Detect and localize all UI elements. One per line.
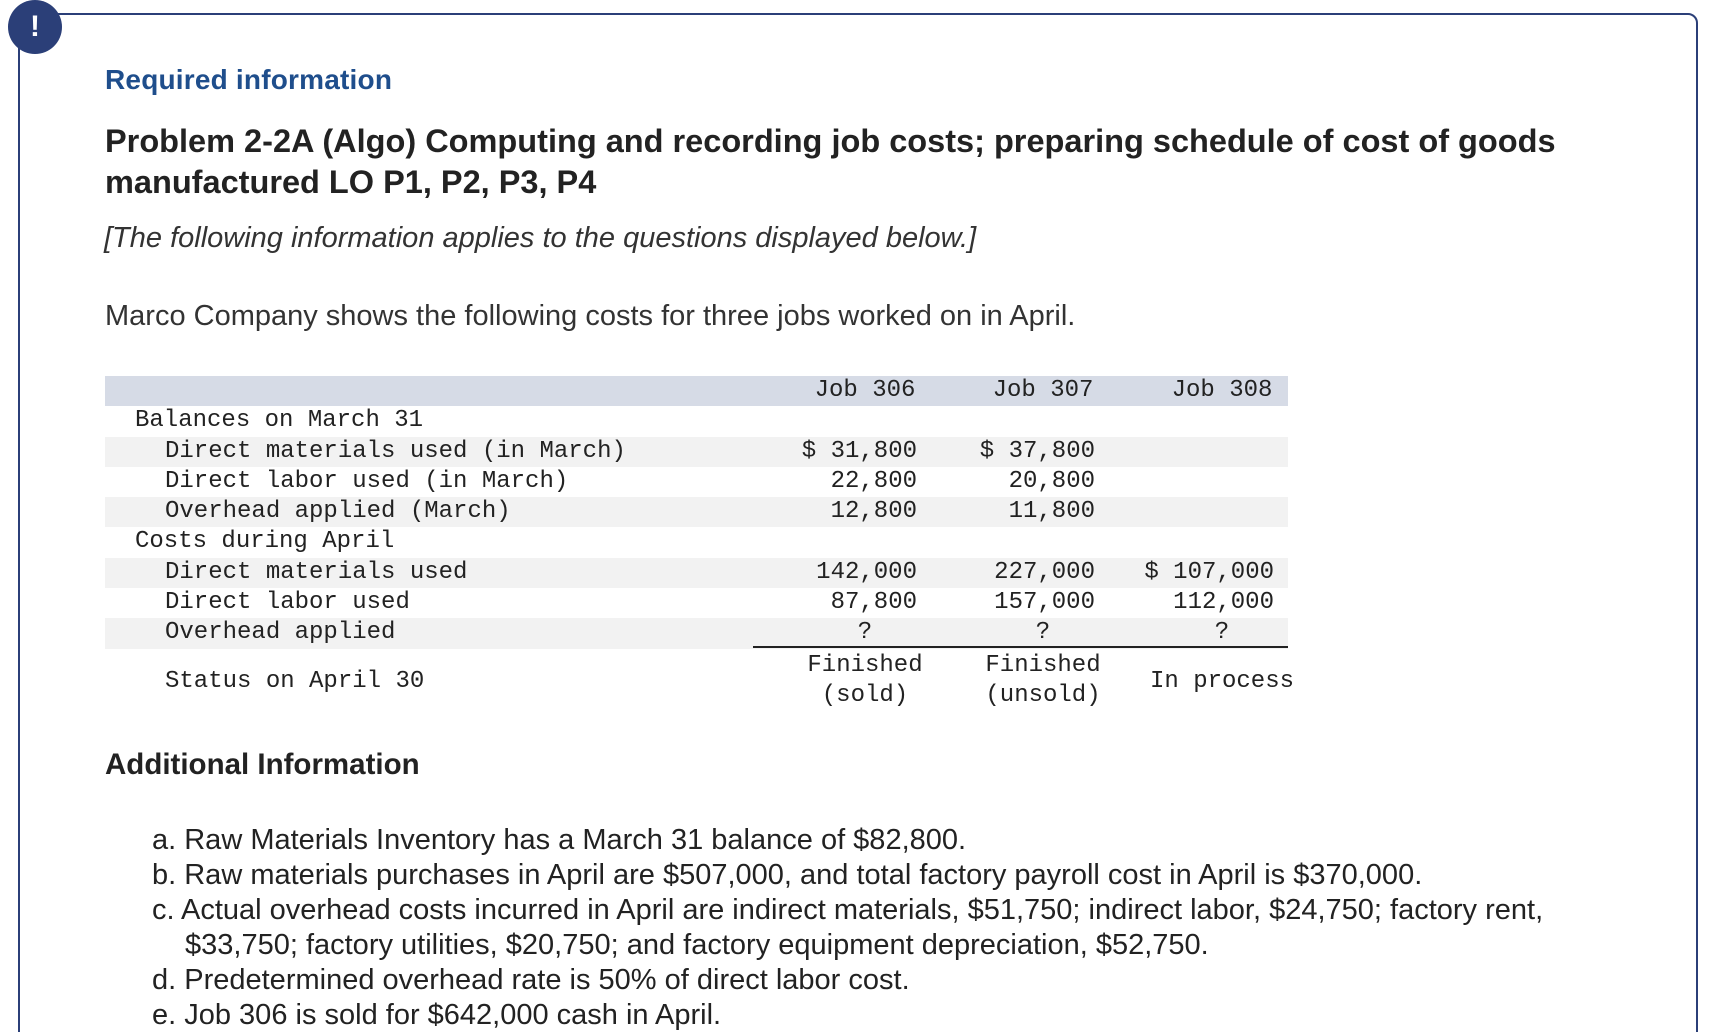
section-row-april [105,527,1288,557]
problem-title: Problem 2-2A (Algo) Computing and recording job costs; preparing schedule of cost of goods manufactured LO P1, P2, P3, P4 [105,123,1556,200]
job-306-status [780,651,950,712]
row-label: Direct materials used (in March) [165,437,626,465]
table-row [105,558,1288,588]
header-job-306: Job 306 [814,377,916,404]
section-row-march [105,406,1288,436]
additional-information-list [152,823,1632,1032]
status-line: In process [1149,667,1295,695]
job-costs-table [105,376,1295,715]
status-line: Finished [807,651,923,679]
job-306-value: ? [857,619,873,647]
table-row [105,588,1288,618]
job-307-value: 11,800 [1008,498,1095,526]
row-label: Overhead applied (March) [165,498,511,526]
table-header-row [105,376,1288,406]
row-label: Direct labor used (in March) [165,467,569,495]
job-307-value: 20,800 [1008,467,1095,495]
job-306-value: 142,000 [816,558,917,586]
list-item: e. Job 306 is sold for $642,000 cash in April. [152,999,722,1031]
applies-note: [The following information applies to the questions displayed below.] [104,222,977,254]
job-307-value: 157,000 [994,589,1095,617]
status-line: (sold) [821,681,909,709]
list-item: d. Predetermined overhead rate is 50% of direct labor cost. [152,964,910,996]
list-item: b. Raw materials purchases in April are $507,000, and total factory payroll cost in April is $370,000. [152,859,1423,891]
job-308-status [1137,667,1307,697]
row-label: Overhead applied [165,619,396,647]
list-item: a. Raw Materials Inventory has a March 31 balance of $82,800. [152,824,967,856]
status-line: (unsold) [985,681,1101,709]
status-row [105,649,1295,715]
intro-text: Marco Company shows the following costs for three jobs worked on in April. [105,300,1076,332]
job-306-value: 22,800 [830,467,917,495]
job-306-value: 12,800 [830,498,917,526]
table-row [105,467,1288,497]
status-line: Finished [985,651,1101,679]
section-label: Costs during April [135,528,395,556]
job-306-value: 87,800 [830,589,917,617]
row-label: Direct materials used [165,558,468,586]
list-item: c. Actual overhead costs incurred in April are indirect materials, $51,750; indirect labor, $24,750; factory rent, $33,750; factory utilities, $20,750; and factory equipment depreciation, $52,750. [152,894,1544,961]
section-label: Balances on March 31 [135,407,424,435]
job-306-value: $ 31,800 [801,437,917,465]
row-label: Direct labor used [165,589,410,617]
header-job-307: Job 307 [992,377,1094,404]
job-308-value: 112,000 [1173,589,1274,617]
job-307-value: 227,000 [994,558,1095,586]
table-row [105,497,1288,527]
status-label: Status on April 30 [165,667,425,695]
table-row [105,437,1288,467]
required-information-heading: Required information [105,64,393,95]
job-308-value: $ 107,000 [1144,558,1274,586]
job-308-value: ? [1214,619,1230,647]
additional-information-heading: Additional Information [105,748,420,781]
job-307-value: $ 37,800 [979,437,1095,465]
alert-icon: ! [8,0,62,54]
job-307-status [958,651,1128,712]
table-row [105,618,1288,648]
header-job-308: Job 308 [1171,377,1273,404]
job-307-value: ? [1035,619,1051,647]
